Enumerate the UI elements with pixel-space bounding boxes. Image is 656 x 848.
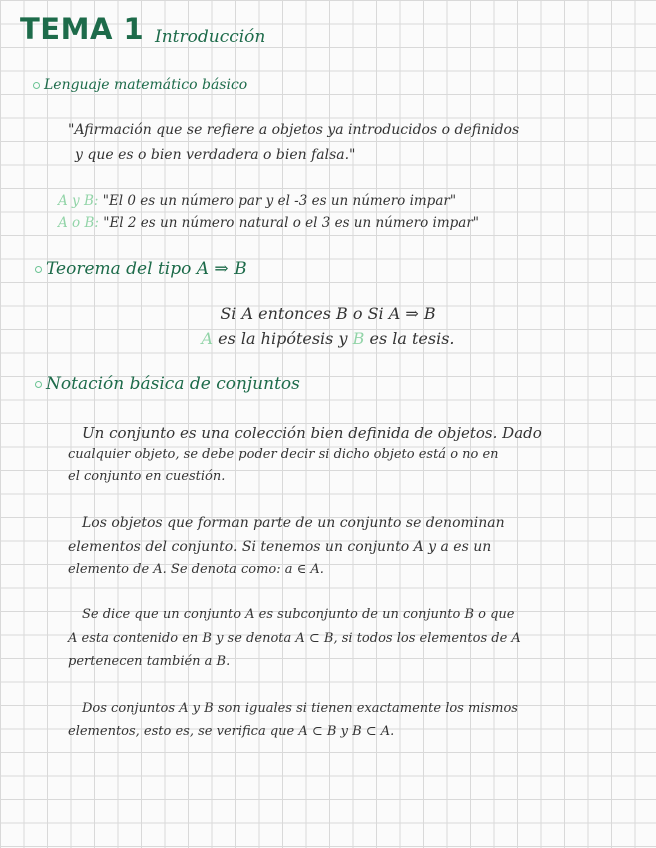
paragraph-2-line-3: elemento de A. Se denota como: a ∈ A. — [68, 562, 324, 577]
thesis-letter: B — [352, 329, 365, 348]
paragraph-1-line-2: cualquier objeto, se debe poder decir si dicho objeto está o no en — [68, 447, 499, 462]
hypothesis-text: es la hipótesis y — [218, 329, 348, 348]
example-or — [58, 215, 479, 231]
page-title: TEMA 1 — [20, 12, 145, 46]
section-heading-lenguaje — [33, 77, 247, 93]
paragraph-2-line-1: Los objetos que forman parte de un conjunto se denominan — [82, 515, 505, 531]
section-heading-conjuntos — [35, 374, 300, 394]
example-and-label: A y B: — [58, 193, 99, 209]
section-title: Lenguaje matemático básico — [44, 77, 248, 93]
example-and-text: "El 0 es un número par y el -3 es un número impar" — [102, 193, 457, 209]
theorem-line-2 — [0, 329, 656, 348]
paragraph-1-line-1: Un conjunto es una colección bien definida de objetos. Dado — [82, 424, 542, 442]
paragraph-4-line-1: Dos conjuntos A y B son iguales si tienen exactamente los mismos — [82, 701, 518, 716]
bullet-dot — [33, 82, 40, 89]
paragraph-3-line-3: pertenecen también a B. — [68, 654, 231, 669]
paragraph-4-line-2: elementos, esto es, se verifica que A ⊂ B y B ⊂ A. — [68, 724, 395, 739]
section-title: Notación básica de conjuntos — [46, 374, 300, 394]
paragraph-1-line-3: el conjunto en cuestión. — [68, 469, 226, 484]
example-or-text: "El 2 es un número natural o el 3 es un número impar" — [103, 215, 480, 231]
bullet-dot — [35, 381, 42, 388]
hypothesis-letter: A — [201, 329, 214, 348]
paragraph-2-line-2: elementos del conjunto. Si tenemos un conjunto A y a es un — [68, 539, 492, 555]
quote-line-1: "Afirmación que se refiere a objetos ya introducidos o definidos — [68, 122, 520, 138]
example-or-label: A o B: — [58, 215, 99, 231]
section-title: Teorema del tipo A ⇒ B — [46, 259, 247, 279]
example-and — [58, 193, 456, 209]
paragraph-3-line-1: Se dice que un conjunto A es subconjunto de un conjunto B o que — [82, 607, 515, 622]
thesis-text: es la tesis. — [369, 329, 455, 348]
theorem-line-1: Si A entonces B o Si A ⇒ B — [220, 304, 436, 323]
page-subtitle: Introducción — [155, 27, 266, 47]
bullet-dot — [35, 266, 42, 273]
paragraph-3-line-2: A esta contenido en B y se denota A ⊂ B, si todos los elementos de A — [68, 631, 521, 646]
section-heading-teorema — [35, 259, 247, 279]
quote-line-2: y que es o bien verdadera o bien falsa." — [75, 147, 356, 163]
